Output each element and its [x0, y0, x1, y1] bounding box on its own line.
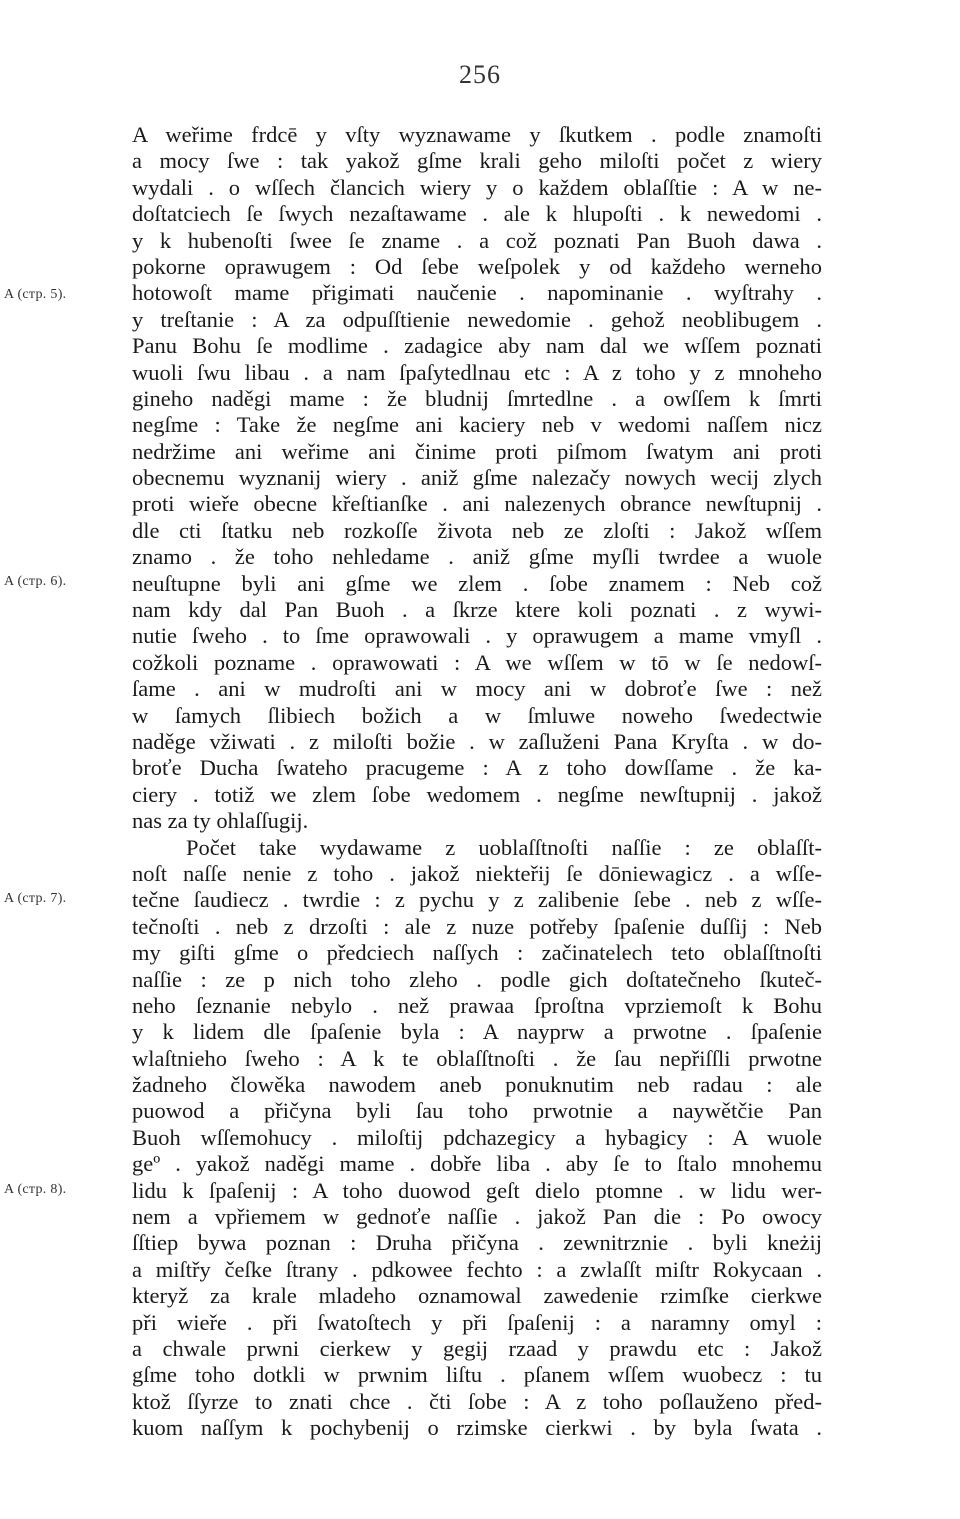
text-line: wuoli ſwu libau . a nam ſpaſytedlnau etc : A z toho y z mnoheho	[132, 359, 822, 385]
text-line: nas za ty ohlaſſugij.	[132, 808, 309, 834]
text-line: proti wieře obecne křeſtianſke . ani nalezenych obrance newſtupnij .	[132, 491, 822, 517]
margin-note: A (стр. 7).	[4, 891, 67, 906]
text-line: a miſtřy čeſke ſtrany . pdkowee fechto : a zwlaſſt miſtr Rokycaan .	[132, 1256, 822, 1282]
text-line: nutie ſweho . to ſme oprawowali . y oprawugem a mame vmyſl .	[132, 623, 822, 649]
text-line: wydali . o wſſech člancich wiery y o každem oblaſſtie : A w ne-	[132, 174, 822, 200]
text-line: pokorne oprawugem : Od ſebe weſpolek y od každeho werneho	[132, 253, 822, 279]
margin-note: A (стр. 8).	[4, 1182, 67, 1197]
text-line: gſme toho dotkli w prwnim liſtu . pſanem wſſem wuobecz : tu	[132, 1362, 822, 1388]
text-body	[132, 122, 822, 1442]
margin-note: A (стр. 5).	[4, 287, 67, 302]
text-line: neuſtupne byli ani gſme we zlem . ſobe znamem : Neb což	[132, 570, 822, 596]
text-line: nam kdy dal Pan Buoh . a ſkrze ktere koli poznati . z wywi-	[132, 597, 822, 623]
text-line: y treſtanie : A za odpuſſtienie newedomie . gehož neoblibugem .	[132, 306, 822, 332]
text-line: kteryž za krale mladeho oznamowal zawedenie rzimſke cierkwe	[132, 1283, 822, 1309]
text-line: ktož ſſyrze to znati chce . čti ſobe : A z toho poſlauženo před-	[132, 1388, 822, 1414]
text-line: při wieře . při ſwatoſtech y při ſpaſenij : a naramny omyl :	[132, 1309, 822, 1335]
text-line: gineho naděgi mame : že bludnij ſmrtedlne . a owſſem k ſmrti	[132, 385, 822, 411]
text-line: ſſtiep bywa poznan : Druha přičyna . zewnitrznie . byli kneżij	[132, 1230, 822, 1256]
page-number: 256	[459, 60, 501, 89]
text-line: ſame . ani w mudroſti ani w mocy ani w dobroťe ſwe : než	[132, 676, 822, 702]
text-line: žadneho člowěka nawodem aneb ponuknutim neb radau : ale	[132, 1072, 822, 1098]
text-line: geº . yakož naděgi mame . dobře liba . aby ſe to ſtalo mnohemu	[132, 1151, 822, 1177]
text-line: Počet take wydawame z uoblaſſtnoſti naſſie : ze oblaſſt-	[186, 834, 822, 860]
text-line: noſt naſſe nenie z toho . jakož niekteřij ſe dōniewagicz . a wſſe-	[132, 860, 822, 886]
margin-note: A (стр. 6).	[4, 574, 67, 589]
text-line: y k lidem dle ſpaſenie byla : A nayprw a prwotne . ſpaſenie	[132, 1019, 822, 1045]
text-line: hotowoſt mame přigimati naučenie . napominanie . wyſtrahy .	[132, 280, 822, 306]
text-line: negſme : Take že negſme ani kaciery neb v wedomi naſſem nicz	[132, 412, 822, 438]
text-line: lidu k ſpaſenij : A toho duowod geſt dielo ptomne . w lidu wer-	[132, 1177, 822, 1203]
text-line: broťe Ducha ſwateho pracugeme : A z toho dowſſame . že ka-	[132, 755, 822, 781]
text-line: tečnoſti . neb z drzoſti : ale z nuze potřeby ſpaſenie duſſij : Neb	[132, 913, 822, 939]
text-line: znamo . že toho nehledame . aniž gſme myſli twrdee a wuole	[132, 544, 822, 570]
text-line: Buoh wſſemohucy . miloſtij pdchazegicy a hybagicy : A wuole	[132, 1124, 822, 1150]
text-line: obecnemu wyznanij wiery . aniž gſme nalezačy nowych wecij zlych	[132, 465, 822, 491]
text-line: cožkoli pozname . oprawowati : A we wſſem w tō w ſe nedowſ-	[132, 649, 822, 675]
text-line: wlaſtnieho ſweho : A k te oblaſſtnoſti . že ſau nepřiſſli prwotne	[132, 1045, 822, 1071]
text-line: tečne ſaudiecz . twrdie : z pychu y z zalibenie ſebe . neb z wſſe-	[132, 887, 822, 913]
text-line: doſtatciech ſe ſwych nezaſtawame . ale k hlupoſti . k newedomi .	[132, 201, 822, 227]
text-line: A weřime frdcē y vſty wyznawame y ſkutkem . podle znamoſti	[132, 122, 822, 147]
text-line: naděge vžiwati . z miloſti božie . w zaſluženi Pana Kryſta . w do-	[132, 728, 822, 754]
text-line: puowod a přičyna byli ſau toho prwotnie a naywětčie Pan	[132, 1098, 822, 1124]
text-line: kuom naſſym k pochybenij o rzimske cierkwi . by byla ſwata .	[132, 1415, 822, 1441]
text-line: nedržime ani weřime ani činime proti piſmom ſwatym ani proti	[132, 438, 822, 464]
text-line: neho ſeznanie nebylo . než prawaa ſproſtna vprziemoſt k Bohu	[132, 992, 822, 1018]
text-line: Panu Bohu ſe modlime . zadagice aby nam dal we wſſem poznati	[132, 333, 822, 359]
text-line: my giſti gſme o předciech naſſych : začinatelech teto oblaſſtnoſti	[132, 940, 822, 966]
text-line: nem a vpřiemem w gednoťe naſſie . jakož Pan die : Po owocy	[132, 1204, 822, 1230]
text-line: a mocy ſwe : tak yakož gſme krali geho miloſti počet z wiery	[132, 148, 822, 174]
text-line: y k hubenoſti ſwee ſe zname . a což poznati Pan Buoh dawa .	[132, 227, 822, 253]
text-line: ciery . totiž we zlem ſobe wedomem . negſme newſtupnij . jakož	[132, 781, 822, 807]
text-line: a chwale prwni cierkew y gegij rzaad y prawdu etc : Jakož	[132, 1335, 822, 1361]
text-line: naſſie : ze p nich toho zleho . podle gich doſtatečneho ſkuteč-	[132, 966, 822, 992]
text-line: dle cti ſtatku neb rozkoſſe života neb ze zloſti : Jakož wſſem	[132, 517, 822, 543]
text-line: w ſamych ſlibiech božich a w ſmluwe noweho ſwedectwie	[132, 702, 822, 728]
